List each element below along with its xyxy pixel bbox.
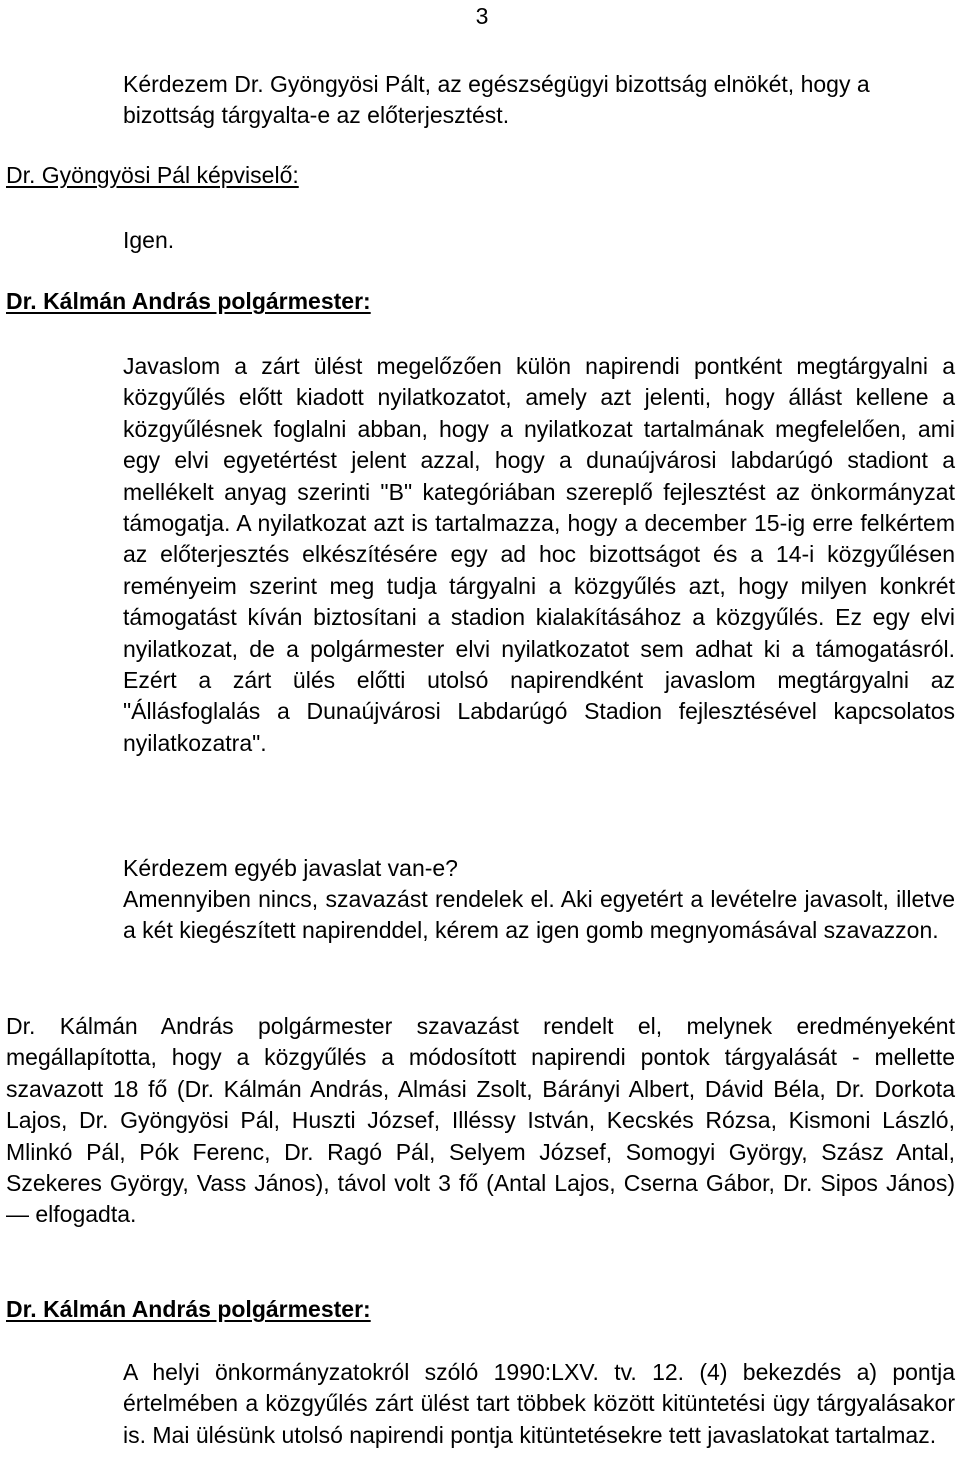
closed-session-paragraph: A helyi önkormányzatokról szóló 1990:LXV. tv. 12. (4) bekezdés a) pontja értelmében a közgyűlés zárt ülést tart többek között kitüntetési ügy tárgyalásakor is. Mai ülésünk utolsó napirendi pontja kitüntetésekre tett javaslatokat tartalmaz. bbox=[123, 1359, 955, 1448]
speaker-heading-kalman-1: Dr. Kálmán András polgármester: bbox=[6, 288, 371, 314]
question-paragraph: Kérdezem Dr. Gyöngyösi Pált, az egészségügyi bizottság elnökét, hogy a bizottság tárgyalta-e az előterjesztést. bbox=[123, 71, 870, 129]
speaker-heading-kalman-2: Dr. Kálmán András polgármester: bbox=[6, 1296, 371, 1322]
question-line: Kérdezem egyéb javaslat van-e? bbox=[123, 855, 458, 881]
page-number: 3 bbox=[475, 3, 489, 29]
vote-call-paragraph: Amennyiben nincs, szavazást rendelek el. Aki egyetért a levételre javasolt, illetve a két kiegészített napirenddel, kérem az igen gomb megnyomásával szavazzon. bbox=[123, 886, 955, 944]
answer-paragraph: Igen. bbox=[123, 227, 175, 253]
proposal-paragraph: Javaslom a zárt ülést megelőzően külön napirendi pontként megtárgyalni a közgyűlés előtt kiadott nyilatkozatot, amely azt jelenti, hogy állást kellene a közgyűlésnek foglalni abban, hogy a nyilatkozat tartalmának megfelelően, ami egy elvi egyetértést jelent azzal, hogy a dunaújvárosi labdarúgó stadiont a mellékelt anyag szerinti "B" kategóriában szereplő fejlesztést az önkormányzat támogatja. A nyilatkozat azt is tartalmazza, hogy a december 15-ig erre felkértem az előterjesztés elkészítésére egy ad hoc bizottságot és a 14-i közgyűlésen reményeim szerint meg tudja tárgyalni a közgyűlés azt, hogy milyen konkrét támogatást kíván biztosítani a stadion kialakításához a közgyűlés. Ez egy elvi nyilatkozat, de a polgármester elvi nyilatkozatot sem adhat ki a támogatásról. Ezért a zárt ülés előtti utolsó napirendként javaslom megtárgyalni az "Állásfoglalás a Dunaújvárosi Labdarúgó Stadion fejlesztésével kapcsolatos nyilatkozatra". bbox=[123, 353, 955, 756]
speaker-heading-gyongyosi: Dr. Gyöngyösi Pál képviselő: bbox=[6, 162, 299, 188]
vote-result-paragraph: Dr. Kálmán András polgármester szavazást rendelt el, melynek eredményeként megállapította, hogy a közgyűlés a módosított napirendi pontok tárgyalását - mellette szavazott 18 fő (Dr. Kálmán András, Almási Zsolt, Bárányi Albert, Dávid Béla, Dr. Dorkota Lajos, Dr. Gyöngyösi Pál, Huszti József, Illéssy István, Kecskés Rózsa, Kismoni László, Mlinkó Pál, Pók Ferenc, Dr. Ragó Pál, Selyem József, Somogyi György, Szász Antal, Szekeres György, Vass János), távol volt 3 fő (Antal Lajos, Cserna Gábor, Dr. Sipos János) — elfogadta. bbox=[6, 1013, 955, 1228]
